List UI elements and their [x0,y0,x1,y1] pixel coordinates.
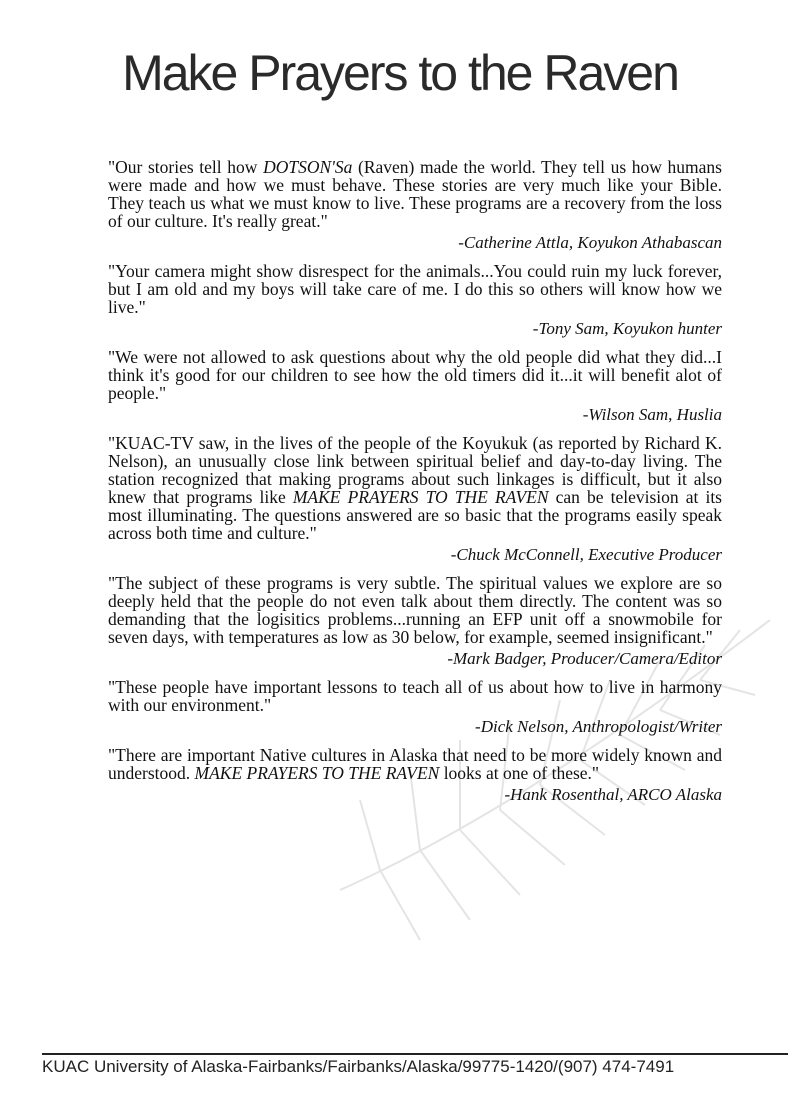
quote-text: "These people have important lessons to teach all of us about how to live in harmony with our environment." [108,677,722,715]
quote-text: "The subject of these programs is very subtle. The spiritual values we explore are so deeply held that the people do not even talk about them directly. The content was so demanding that the logisitics problems...running an EFP unit off a snowmobile for seven days, with temperatures as low as 30 below, for example, seemed insignificant." [108,573,722,647]
quote-block [108,746,722,806]
quote-attribution: -Wilson Sam, Huslia [582,405,722,424]
footer-divider [42,1053,788,1055]
quote-text: "KUAC-TV saw, in the lives of the people of the Koyukuk (as reported by Richard K. Nelson), an unusually close link between spiritual belief and day-to-day living. The station recognized that making programs about such linkages is difficult, but it also knew that programs like MAKE PRAYERS TO THE RAVEN can be television at its most illuminating. The questions answered are so basic that the programs easily speak across both time and culture." [108,433,722,543]
quote-attribution: -Tony Sam, Koyukon hunter [532,319,722,338]
quote-block [108,158,722,254]
quote-attribution: -Chuck McConnell, Executive Producer [450,545,722,564]
quote-attribution: -Dick Nelson, Anthropologist/Writer [475,717,722,736]
quote-block [108,348,722,426]
page-title: Make Prayers to the Raven [122,45,678,101]
quote-block [108,678,722,738]
quote-text: "There are important Native cultures in Alaska that need to be more widely known and understood. MAKE PRAYERS TO THE RAVEN looks at one of these." [108,745,722,783]
quote-attribution: -Mark Badger, Producer/Camera/Editor [447,649,722,668]
testimonials-list [108,158,722,814]
quote-block [108,574,722,670]
quote-attribution: -Catherine Attla, Koyukon Athabascan [458,233,722,252]
quote-block [108,262,722,340]
quote-attribution: -Hank Rosenthal, ARCO Alaska [504,785,722,804]
quote-text: "Your camera might show disrespect for the animals...You could ruin my luck forever, but I am old and my boys will take care of me. I do this so others will know how we live." [108,261,722,317]
footer-address: KUAC University of Alaska-Fairbanks/Fairbanks/Alaska/99775-1420/(907) 474-7491 [42,1057,675,1076]
quote-text: "Our stories tell how DOTSON'Sa (Raven) made the world. They tell us how humans were made and how we must behave. These stories are very much like your Bible. They teach us what we must know to live. These programs are a recovery from the loss of our culture. It's really great." [108,157,722,231]
quote-block [108,434,722,566]
quote-text: "We were not allowed to ask questions about why the old people did what they did...I think it's good for our children to see how the old timers did it...it will benefit alot of people." [108,347,722,403]
